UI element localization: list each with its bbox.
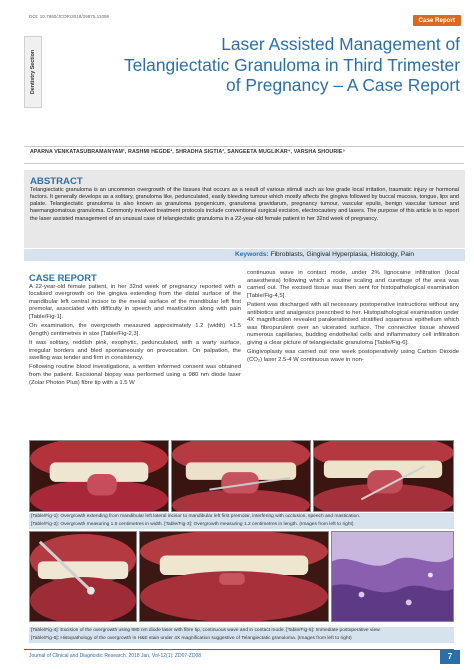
paragraph: Following routine blood investigations, a written informed consent was obtained from the patient. Excisional biopsy was performed using a 980 nm diode laser (Zolar Photon Plus) fibre tip with a 1.5 W — [29, 364, 241, 386]
paragraph: It was solitary, reddish pink, exophytic, pedunculated, with a warty surface, irregular borders and bled spontaneously on provocation. On palpation, the swelling was tender and firm in consistency. — [29, 339, 241, 362]
case-report-heading: CASE REPORT — [29, 272, 97, 283]
doi-text: DOI: 10.7860/JCDR/2018/29875.11098 — [29, 14, 110, 19]
author-list: APARNA VENKATASUBRAMANYAM¹, RASHMI HEGDE², SHRADHA SIGTIA³, SANGEETA MUGLIKAR⁴, VARSHA SHOURIE⁵ — [30, 149, 346, 155]
figure-caption: [Table/Fig-4]: Excision of the overgrowth using 980 nm diode laser with fibre tip, continuous wave and in contact mode. [Table/Fig-5]: Immediate postoperative view. — [29, 627, 454, 635]
clinical-photo-fig1 — [29, 440, 169, 512]
histopathology-photo-fig6 — [331, 531, 454, 622]
paragraph: A 22-year-old female patient, in her 32nd week of pregnancy reported with a localised overgrowth on the gingiva extending from the distal surface of the mandibular left central incisor to the mesial surface of the mandibular left first premolar, associated with difficulty in speech and mastication along with pain [Table/Fig-1]. — [29, 283, 241, 320]
abstract-box — [24, 170, 465, 248]
article-title: Laser Assisted Management of Telangiectatic Granuloma in Third Trimester of Pregnancy – A Case Report — [123, 34, 460, 95]
clinical-photo-fig3 — [313, 440, 454, 512]
figure-caption: [Table/Fig-1]: Overgrowth extending from mandibular left lateral incisor to mandibular left first premolar, interfering with occlusion, speech and mastication. — [29, 513, 454, 521]
abstract-text: Telangiectatic granuloma is an uncommon overgrowth of the tissues that occurs as a result of various stimuli such as low grade local irritation, traumatic injury or hormonal factors. It generally develops as a solitary, granuloma like, pedunculated, easily bleeding tumour which mostly affects the gingiva followed by buccal mucosa, tongue, lips and palate. Telangiectatic granuloma is also known as granuloma pyogenicum, granuloma gravidarum, pregnancy tumour, vascular epulis, benign vascular tumour and haemangiomatous granuloma. Commonly involved treatment protocols include conventional surgical excision, electrocautery and lasers. The purpose of this article is to report the laser assisted management of an unusual case of telangiectatic granuloma in a 22-year-old female patient in her 32nd week of pregnancy. — [30, 187, 459, 222]
left-column — [29, 268, 241, 389]
abstract-heading: ABSTRACT — [30, 176, 83, 187]
clinical-photo-fig2 — [171, 440, 311, 512]
page-number: 7 — [440, 650, 460, 664]
keywords-bar — [24, 249, 465, 261]
article-type-badge: Case Report — [413, 15, 461, 26]
divider — [24, 163, 464, 164]
paragraph: Patient was discharged with all necessary postoperative instructions without any antibiotics and analgesics prescribed to her. Histopathological examination under 4X magnification revealed parakeratinised stratified squamous epithelium which was fibropurulent over an ulcerated surface. The connective tissue showed numerous capillaries, budding endothelial cells and inflammatory cell infiltration giving a clear picture of telangiectatic granuloma [Table/Fig-6]. — [247, 301, 459, 346]
keywords-text: Fibroblasts, Gingival Hyperplasia, Histology, Pain — [270, 251, 415, 258]
paragraph: On examination, the overgrowth measured approximately 1.2 (width) ×1.5 (length) centimetres in size [Table/Fig-2,3]. — [29, 323, 241, 337]
journal-citation: Journal of Clinical and Diagnostic Research. 2018 Jan, Vol-12(1): ZD07-ZD08 — [29, 653, 202, 659]
right-column — [247, 270, 459, 366]
divider — [24, 146, 464, 147]
figure-caption: [Table/Fig-2]: Overgrowth measuring 1.5 centimetres in width. [Table/Fig-3]: Overgrowth measuring 1.2 centimetres in length. (Images from left to right) — [29, 521, 454, 529]
section-label: Dentistry Section — [30, 49, 36, 95]
footer-divider — [24, 649, 454, 650]
section-tab — [24, 36, 42, 108]
paragraph: Gingivoplasty was carried out one week postoperatively using Carbon Dioxide (CO₂) laser 2.5-4 W continuous wave in non- — [247, 349, 459, 363]
keywords-label: Keywords: — [235, 251, 269, 258]
clinical-photo-fig4 — [29, 531, 137, 622]
figure-caption: [Table/Fig-6]: Histopathology of the overgrowth in H&E stain under 4X magnification suggestive of Telangiectatic granuloma. (Images from left to right) — [29, 635, 454, 643]
clinical-photo-fig5 — [139, 531, 329, 622]
paragraph: continuous wave in contact mode, under 2% lignocaine infiltration (local anaesthesia) following which a routine scaling and curettage of the area was carried out. The excised tissue was then sent for histopathological examination [Table/Fig-4,5]. — [247, 270, 459, 299]
